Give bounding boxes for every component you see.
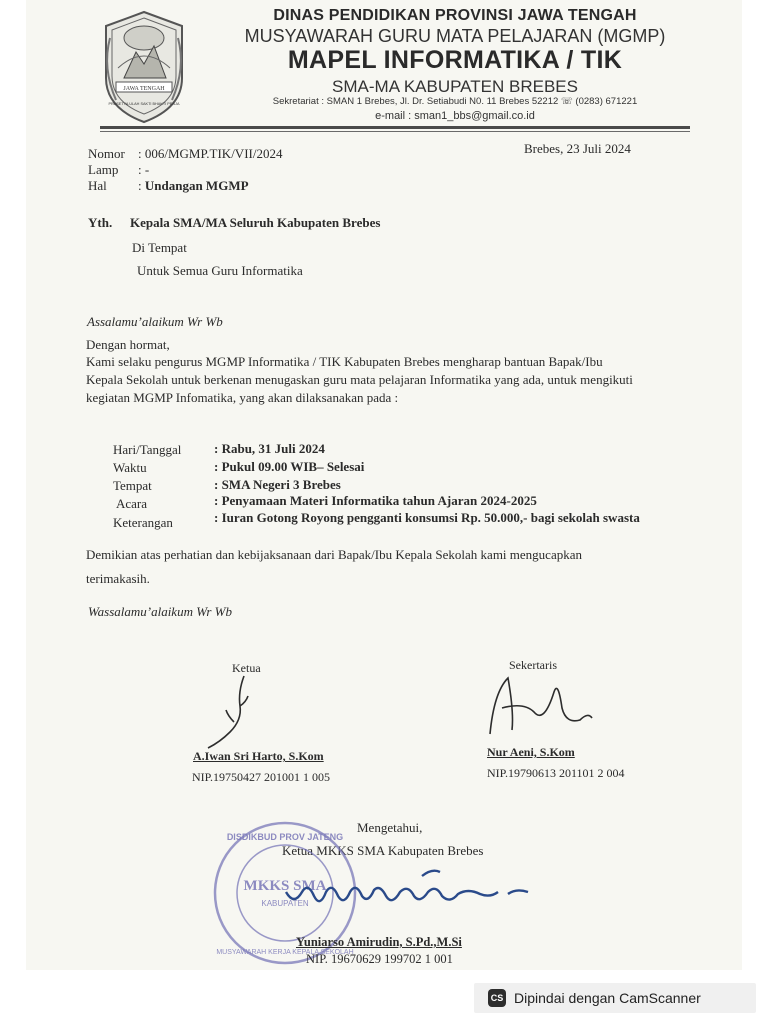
camscanner-icon: CS bbox=[488, 989, 506, 1007]
camscanner-watermark bbox=[474, 983, 756, 1013]
detail-value: : Iuran Gotong Royong pengganti konsumsi Rp. 50.000,- bagi sekolah swasta bbox=[214, 510, 640, 525]
lamp-value: : - bbox=[138, 162, 150, 177]
lamp-label: Lamp bbox=[88, 162, 119, 177]
letterhead-region: SMA-MA KABUPATEN BREBES bbox=[332, 77, 578, 96]
letterhead-organization: MUSYAWARAH GURU MATA PELAJARAN (MGMP) bbox=[244, 26, 666, 46]
paragraph-line-1: Kami selaku pengurus MGMP Informatika / TIK Kabupaten Brebes mengharap bantuan Bapak/Ibu bbox=[86, 354, 603, 369]
letterhead-rule-thick bbox=[100, 126, 690, 129]
greeting: Assalamu’alaikum Wr Wb bbox=[87, 314, 223, 329]
sekretaris-nip: NIP.19790613 201101 2 004 bbox=[487, 766, 625, 780]
detail-value: : SMA Negeri 3 Brebes bbox=[214, 477, 341, 492]
detail-label: Acara bbox=[116, 496, 148, 511]
recipient-to: Kepala SMA/MA Seluruh Kabupaten Brebes bbox=[130, 215, 381, 230]
mkks-nip: NIP. 19670629 199702 1 001 bbox=[306, 952, 453, 966]
detail-label: Hari/Tanggal bbox=[113, 442, 182, 457]
camscanner-label: Dipindai dengan CamScanner bbox=[514, 990, 701, 1006]
nomor-label: Nomor bbox=[88, 146, 125, 161]
sekretaris-name: Nur Aeni, S.Kom bbox=[487, 745, 575, 759]
paragraph-line-2: Kepala Sekolah untuk berkenan menugaskan guru mata pelajaran Informatika yang ada, untuk mengikuti bbox=[86, 372, 633, 387]
detail-value: : Penyamaan Materi Informatika tahun Ajaran 2024-2025 bbox=[214, 493, 537, 508]
detail-value: : Rabu, 31 Juli 2024 bbox=[214, 441, 325, 456]
recipient-cc: Untuk Semua Guru Informatika bbox=[137, 263, 303, 278]
svg-text:MUSYAWARAH KERJA KEPALA SEKOLA: MUSYAWARAH KERJA KEPALA SEKOLAH bbox=[216, 949, 354, 956]
ketua-name: A.Iwan Sri Harto, S.Kom bbox=[193, 749, 324, 763]
sekretaris-title: Sekertaris bbox=[509, 658, 557, 672]
detail-value: : Pukul 09.00 WIB– Selesai bbox=[214, 459, 365, 474]
ketua-nip: NIP.19750427 201001 1 005 bbox=[192, 770, 331, 784]
place-date: Brebes, 23 Juli 2024 bbox=[524, 141, 631, 156]
svg-text:JAWA TENGAH: JAWA TENGAH bbox=[123, 86, 165, 92]
ketua-signature-icon bbox=[200, 672, 270, 752]
mkks-signature-icon bbox=[284, 862, 534, 918]
letterhead-subject: MAPEL INFORMATIKA / TIK bbox=[287, 46, 623, 74]
farewell: Wassalamu’alaikum Wr Wb bbox=[88, 604, 232, 619]
hal-label: Hal bbox=[88, 178, 107, 193]
recipient-place: Di Tempat bbox=[132, 240, 187, 255]
nomor-value: : 006/MGMP.TIK/VII/2024 bbox=[138, 146, 283, 161]
letterhead-email: e-mail : sman1_bbs@gmail.co.id bbox=[375, 110, 535, 122]
letterhead-address: Sekretariat : SMAN 1 Brebes, Jl. Dr. Setiabudi N0. 11 Brebes 52212 ☏ (0283) 671221 bbox=[272, 96, 638, 107]
letterhead-rule-thin bbox=[100, 131, 690, 132]
opening: Dengan hormat, bbox=[86, 337, 170, 352]
closing-line-2: terimakasih. bbox=[86, 571, 150, 586]
mengetahui-label: Mengetahui, bbox=[357, 820, 423, 835]
detail-label: Tempat bbox=[113, 478, 152, 493]
recipient-yth: Yth. bbox=[88, 215, 113, 230]
sekretaris-signature-icon bbox=[484, 672, 594, 742]
detail-label: Waktu bbox=[113, 460, 147, 475]
paragraph-line-3: kegiatan MGMP Infomatika, yang akan dilaksanakan pada : bbox=[86, 390, 399, 405]
svg-text:KABUPATEN: KABUPATEN bbox=[261, 899, 309, 908]
letterhead-agency: DINAS PENDIDIKAN PROVINSI JAWA TENGAH bbox=[273, 7, 637, 24]
ketua-title: Ketua bbox=[232, 661, 261, 675]
mkks-title: Ketua MKKS SMA Kabupaten Brebes bbox=[282, 843, 484, 858]
mkks-name: Yuniarso Amirudin, S.Pd.,M.Si bbox=[296, 935, 462, 949]
closing-line-1: Demikian atas perhatian dan kebijaksanaan dari Bapak/Ibu Kepala Sekolah kami mengucapkan bbox=[86, 547, 582, 562]
detail-label: Keterangan bbox=[113, 515, 173, 530]
province-emblem-logo bbox=[96, 8, 192, 126]
svg-text:PRASETYA ULAH SAKTI BHAKTI PRA: PRASETYA ULAH SAKTI BHAKTI PRAJA bbox=[108, 102, 180, 106]
hal-value: : Undangan MGMP bbox=[138, 178, 249, 193]
svg-text:MKKS SMA: MKKS SMA bbox=[243, 878, 327, 894]
svg-text:DISDIKBUD PROV JATENG: DISDIKBUD PROV JATENG bbox=[226, 832, 344, 842]
